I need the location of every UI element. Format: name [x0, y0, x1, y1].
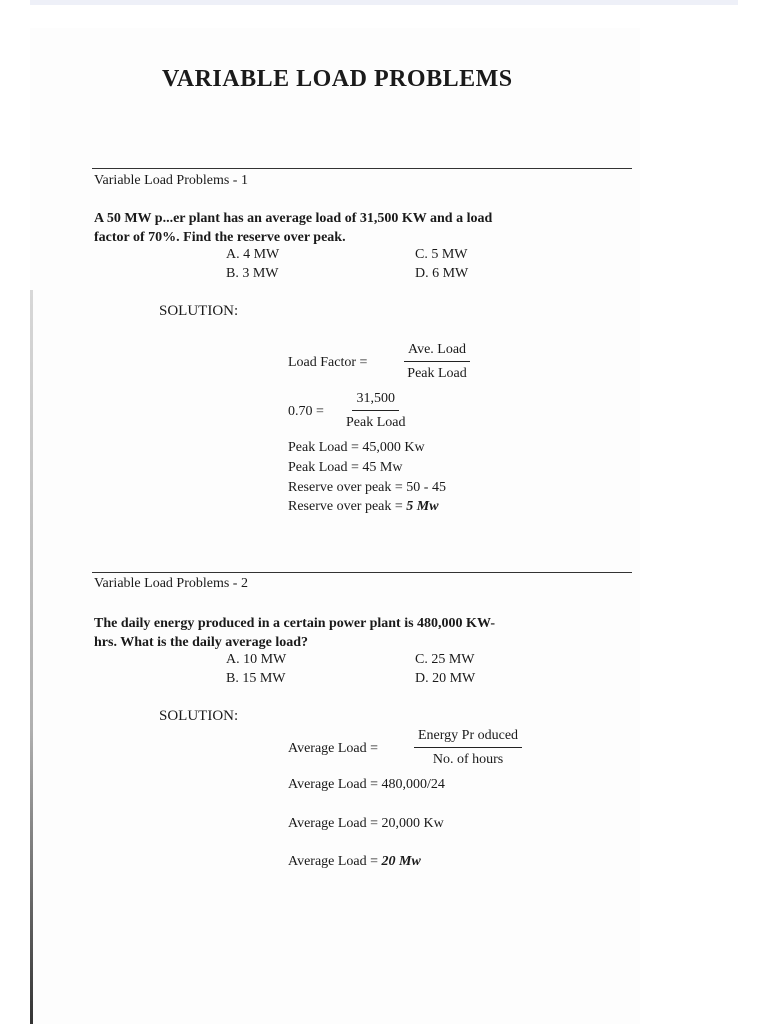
problem-1-eq2-fraction [346, 391, 405, 431]
problem-2-question-line-2: hrs. What is the daily average load? [94, 635, 309, 650]
problem-1-final-answer: 5 Mw [406, 499, 439, 514]
section-rule-1 [92, 168, 632, 169]
problem-1-question-line-1: A 50 MW p...er plant has an average load of 31,500 KW and a load [94, 211, 493, 226]
problem-1-line-2: Peak Load = 45 Mw [288, 460, 403, 475]
problem-1-eq1-fraction [404, 342, 470, 382]
problem-2-final-answer: 20 Mw [381, 854, 421, 869]
problem-2-eq1-numerator: Energy Pr oduced [414, 728, 522, 748]
problem-1-eq2-denominator: Peak Load [346, 415, 406, 430]
problem-1-eq1-numerator: Ave. Load [404, 342, 470, 362]
problem-1-question-line-2: factor of 70%. Find the reserve over peak. [94, 230, 346, 245]
problem-1-option-b: B. 3 MW [226, 266, 279, 281]
problem-2-heading: Variable Load Problems - 2 [94, 576, 248, 591]
problem-2-eq1-lhs: Average Load = [288, 741, 379, 756]
problem-2-solution-label: SOLUTION: [159, 708, 239, 724]
problem-1-option-a: A. 4 MW [226, 247, 280, 262]
problem-2-final [288, 854, 421, 870]
problem-1-line-3: Reserve over peak = 50 - 45 [288, 480, 446, 495]
problem-1-option-d: D. 6 MW [415, 266, 469, 281]
problem-2-line-2: Average Load = 20,000 Kw [288, 816, 444, 831]
problem-1-eq2-lhs: 0.70 = [288, 404, 324, 419]
problem-1-option-c: C. 5 MW [415, 247, 468, 262]
problem-2-option-b: B. 15 MW [226, 671, 286, 686]
problem-2-eq1-denominator: No. of hours [432, 752, 504, 767]
page-left-edge [30, 290, 33, 1024]
problem-2-eq1-fraction [414, 728, 522, 768]
problem-1-final-prefix: Reserve over peak = [288, 499, 407, 514]
problem-1-heading: Variable Load Problems - 1 [94, 173, 248, 188]
problem-1-eq1-lhs: Load Factor = [288, 355, 368, 370]
problem-1-eq2-numerator: 31,500 [352, 391, 399, 411]
page-title: VARIABLE LOAD PROBLEMS [162, 66, 513, 92]
problem-1-eq1-denominator: Peak Load [407, 366, 467, 381]
top-strip [30, 0, 738, 5]
problem-1-final [288, 499, 439, 515]
problem-1-line-1: Peak Load = 45,000 Kw [288, 440, 425, 455]
problem-2-question-line-1: The daily energy produced in a certain power plant is 480,000 KW- [94, 616, 496, 631]
problem-2-line-1: Average Load = 480,000/24 [288, 777, 445, 792]
problem-2-option-d: D. 20 MW [415, 671, 476, 686]
problem-2-option-c: C. 25 MW [415, 652, 475, 667]
problem-1-solution-label: SOLUTION: [159, 303, 239, 319]
section-rule-2 [92, 572, 632, 573]
problem-2-option-a: A. 10 MW [226, 652, 287, 667]
problem-2-final-prefix: Average Load = [288, 854, 382, 869]
